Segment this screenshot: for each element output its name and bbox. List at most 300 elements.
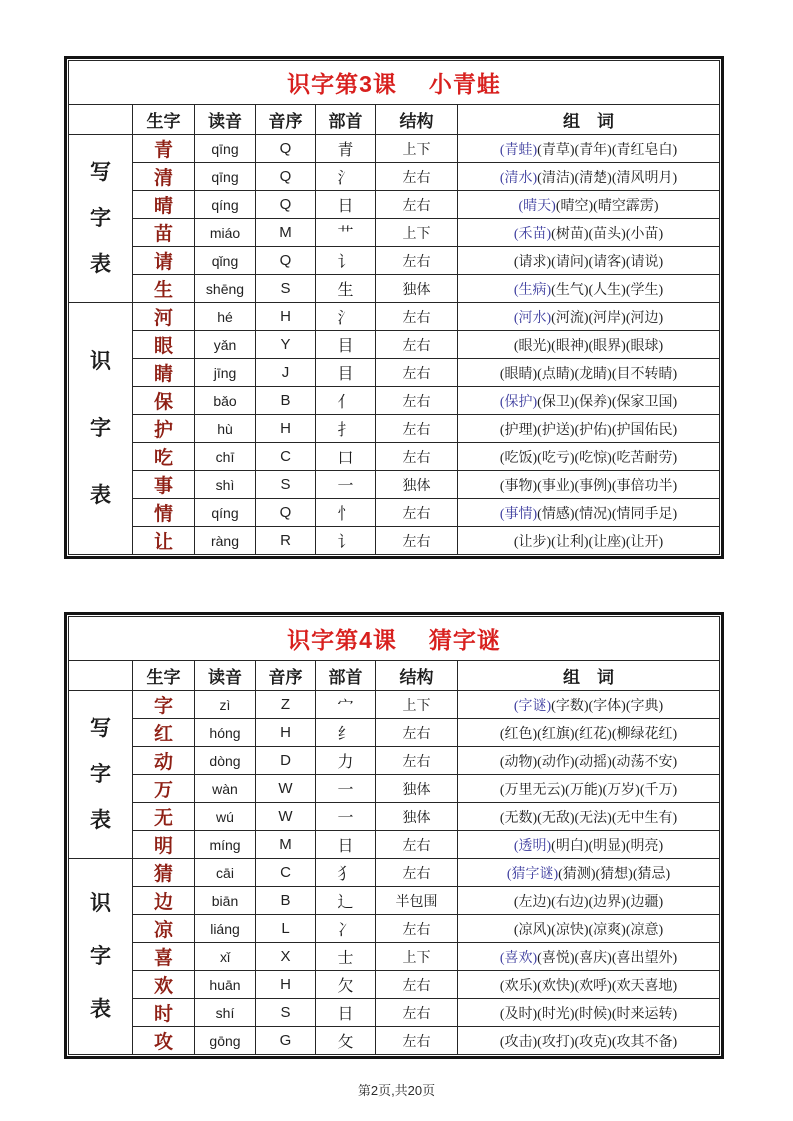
- word-group: (动摇): [574, 754, 612, 770]
- pinyin-cell: hóng: [195, 719, 256, 747]
- radical-cell: 力: [316, 747, 376, 775]
- word-group: (眼神): [551, 338, 589, 354]
- words-cell: [458, 803, 720, 831]
- words-cell: [458, 915, 720, 943]
- word-group: (凉快): [551, 922, 589, 938]
- word-group: (红色): [499, 726, 538, 742]
- pinyin-cell: xǐ: [195, 943, 256, 971]
- word-group: (攻克): [574, 1034, 612, 1050]
- word-group: (明白): [551, 838, 589, 854]
- radical-cell: 一: [316, 803, 376, 831]
- word-group: (请客): [588, 254, 626, 270]
- pinyin-cell: liáng: [195, 915, 256, 943]
- table-row: [69, 527, 720, 555]
- word-group: (眼界): [588, 338, 626, 354]
- words-cell: [458, 247, 720, 275]
- words-cell: [458, 527, 720, 555]
- pinyin-cell: qíng: [195, 499, 256, 527]
- word-group: (护佑): [574, 422, 612, 438]
- radical-cell: 亻: [316, 387, 376, 415]
- word-group: (吃亏): [537, 450, 575, 466]
- initial-cell: Y: [256, 331, 316, 359]
- table-body: [69, 617, 720, 1055]
- word-group: (青蛙): [499, 142, 538, 158]
- pinyin-cell: bǎo: [195, 387, 256, 415]
- pinyin-cell: qīng: [195, 163, 256, 191]
- section-label-char: 识: [90, 349, 111, 374]
- words-cell: [458, 831, 720, 859]
- word-group: (猜字谜): [506, 866, 559, 882]
- initial-cell: C: [256, 443, 316, 471]
- word-group: (透明): [513, 838, 552, 854]
- word-group: (时来运转): [611, 1006, 678, 1022]
- hanzi-cell: 苗: [133, 219, 195, 247]
- table-title-row: [69, 617, 720, 661]
- radical-cell: 辶: [316, 887, 376, 915]
- words-cell: [458, 191, 720, 219]
- title-topic-text: 猜字谜: [428, 627, 501, 653]
- word-group: (柳绿花红): [611, 726, 678, 742]
- hanzi-cell: 欢: [133, 971, 195, 999]
- structure-cell: 左右: [376, 719, 458, 747]
- word-group: (边界): [588, 894, 626, 910]
- pinyin-cell: qǐng: [195, 247, 256, 275]
- radical-cell: 冫: [316, 915, 376, 943]
- title-lesson-text: 识字第4课: [287, 627, 397, 653]
- radical-cell: 口: [316, 443, 376, 471]
- table-frame: [64, 56, 724, 559]
- pinyin-cell: zì: [195, 691, 256, 719]
- words-cell: [458, 943, 720, 971]
- label-column-header: [69, 105, 133, 135]
- word-group: (凉意): [625, 922, 664, 938]
- word-group: (请求): [513, 254, 552, 270]
- initial-cell: M: [256, 831, 316, 859]
- pinyin-cell: huān: [195, 971, 256, 999]
- column-header: 结构: [376, 105, 458, 135]
- radical-cell: 讠: [316, 527, 376, 555]
- word-group: (护送): [537, 422, 575, 438]
- structure-cell: 独体: [376, 775, 458, 803]
- words-cell: [458, 443, 720, 471]
- initial-cell: J: [256, 359, 316, 387]
- word-group: (青年): [574, 142, 612, 158]
- word-group: (点睛): [537, 366, 575, 382]
- word-group: (明亮): [625, 838, 664, 854]
- words-cell: [458, 1027, 720, 1055]
- initial-cell: B: [256, 387, 316, 415]
- word-group: (字典): [625, 698, 664, 714]
- label-column-header: [69, 661, 133, 691]
- word-group: (红旗): [537, 726, 575, 742]
- word-group: (请说): [625, 254, 664, 270]
- radical-cell: 一: [316, 471, 376, 499]
- word-group: (情感): [537, 506, 575, 522]
- hanzi-cell: 边: [133, 887, 195, 915]
- section-label-char: 字: [90, 944, 111, 968]
- section-label-char: 写: [90, 160, 111, 185]
- word-group: (吃饭): [499, 450, 538, 466]
- radical-cell: 忄: [316, 499, 376, 527]
- pinyin-cell: chī: [195, 443, 256, 471]
- words-cell: [458, 219, 720, 247]
- word-group: (猜测): [558, 866, 596, 882]
- word-group: (明显): [588, 838, 626, 854]
- words-cell: [458, 719, 720, 747]
- table-row: [69, 831, 720, 859]
- words-cell: [458, 303, 720, 331]
- word-group: (吃苦耐劳): [611, 450, 678, 466]
- table-row: [69, 499, 720, 527]
- word-group: (字体): [588, 698, 626, 714]
- word-group: (喜出望外): [611, 950, 678, 966]
- words-cell: [458, 415, 720, 443]
- radical-cell: 讠: [316, 247, 376, 275]
- table-row: [69, 387, 720, 415]
- column-header: 结构: [376, 661, 458, 691]
- word-group: (情同手足): [611, 506, 678, 522]
- word-group: (边疆): [625, 894, 664, 910]
- table-row: [69, 943, 720, 971]
- radical-cell: 宀: [316, 691, 376, 719]
- word-group: (生病): [513, 282, 552, 298]
- initial-cell: C: [256, 859, 316, 887]
- title-topic-text: 小青蛙: [428, 71, 501, 97]
- structure-cell: 独体: [376, 275, 458, 303]
- structure-cell: 左右: [376, 191, 458, 219]
- structure-cell: 左右: [376, 359, 458, 387]
- words-cell: [458, 331, 720, 359]
- hanzi-cell: 猜: [133, 859, 195, 887]
- word-group: (欢快): [537, 978, 575, 994]
- pinyin-cell: shēng: [195, 275, 256, 303]
- table-row: [69, 247, 720, 275]
- word-group: (无数): [499, 810, 538, 826]
- word-group: (千万): [639, 782, 678, 798]
- word-group: (右边): [551, 894, 589, 910]
- word-group: (喜悦): [537, 950, 575, 966]
- word-group: (事情): [499, 506, 538, 522]
- pinyin-cell: dòng: [195, 747, 256, 775]
- word-group: (无法): [574, 810, 612, 826]
- radical-cell: 氵: [316, 303, 376, 331]
- initial-cell: Q: [256, 135, 316, 163]
- pinyin-cell: hé: [195, 303, 256, 331]
- word-group: (万能): [565, 782, 603, 798]
- words-cell: [458, 499, 720, 527]
- initial-cell: L: [256, 915, 316, 943]
- table-row: [69, 999, 720, 1027]
- initial-cell: S: [256, 471, 316, 499]
- word-group: (情况): [574, 506, 612, 522]
- pinyin-cell: shì: [195, 471, 256, 499]
- word-group: (河水): [513, 310, 552, 326]
- pinyin-cell: qīng: [195, 135, 256, 163]
- structure-cell: 左右: [376, 999, 458, 1027]
- structure-cell: 左右: [376, 303, 458, 331]
- title-lesson-text: 识字第3课: [287, 71, 397, 97]
- words-cell: [458, 859, 720, 887]
- section-label: [69, 691, 133, 859]
- word-group: (河边): [625, 310, 664, 326]
- column-header: 生字: [133, 661, 195, 691]
- initial-cell: H: [256, 719, 316, 747]
- word-group: (事例): [574, 478, 612, 494]
- column-header: 组 词: [458, 661, 720, 691]
- words-cell: [458, 691, 720, 719]
- section-label-char: 写: [90, 716, 111, 741]
- initial-cell: W: [256, 775, 316, 803]
- initial-cell: S: [256, 999, 316, 1027]
- word-group: (苗头): [588, 226, 626, 242]
- table-frame: [64, 612, 724, 1059]
- radical-cell: 目: [316, 331, 376, 359]
- table-row: [69, 219, 720, 247]
- table-row: [69, 275, 720, 303]
- structure-cell: 左右: [376, 971, 458, 999]
- hanzi-cell: 时: [133, 999, 195, 1027]
- structure-cell: 左右: [376, 415, 458, 443]
- hanzi-cell: 无: [133, 803, 195, 831]
- structure-cell: 左右: [376, 1027, 458, 1055]
- pinyin-cell: biān: [195, 887, 256, 915]
- radical-cell: 青: [316, 135, 376, 163]
- initial-cell: H: [256, 971, 316, 999]
- section-label-stack: [69, 694, 132, 856]
- structure-cell: 独体: [376, 803, 458, 831]
- structure-cell: 上下: [376, 691, 458, 719]
- words-cell: [458, 775, 720, 803]
- section-label-char: 表: [90, 251, 111, 276]
- table-row: [69, 1027, 720, 1055]
- pinyin-cell: qíng: [195, 191, 256, 219]
- hanzi-cell: 事: [133, 471, 195, 499]
- table-row: [69, 415, 720, 443]
- words-cell: [458, 471, 720, 499]
- word-group: (学生): [625, 282, 664, 298]
- word-group: (眼光): [513, 338, 552, 354]
- word-group: (河岸): [588, 310, 626, 326]
- word-group: (攻击): [499, 1034, 538, 1050]
- column-header: 生字: [133, 105, 195, 135]
- hanzi-cell: 动: [133, 747, 195, 775]
- table-title-row: [69, 61, 720, 105]
- section-label: [69, 303, 133, 555]
- hanzi-cell: 保: [133, 387, 195, 415]
- word-group: (欢天喜地): [611, 978, 678, 994]
- hanzi-cell: 眼: [133, 331, 195, 359]
- column-header: 组 词: [458, 105, 720, 135]
- word-group: (及时): [499, 1006, 538, 1022]
- word-group: (眼球): [625, 338, 664, 354]
- table-body: [69, 61, 720, 555]
- word-group: (树苗): [551, 226, 589, 242]
- word-group: (让利): [551, 534, 589, 550]
- radical-cell: 欠: [316, 971, 376, 999]
- initial-cell: D: [256, 747, 316, 775]
- word-group: (时候): [574, 1006, 612, 1022]
- word-group: (万岁): [602, 782, 640, 798]
- word-group: (目不转睛): [611, 366, 678, 382]
- hanzi-cell: 红: [133, 719, 195, 747]
- table-title: [69, 617, 720, 661]
- word-group: (人生): [588, 282, 626, 298]
- section-label-stack: [69, 138, 132, 300]
- structure-cell: 左右: [376, 163, 458, 191]
- initial-cell: Q: [256, 499, 316, 527]
- initial-cell: Z: [256, 691, 316, 719]
- column-header: 部首: [316, 105, 376, 135]
- section-label-stack: [69, 306, 132, 552]
- word-group: (无中生有): [611, 810, 678, 826]
- table-row: [69, 775, 720, 803]
- structure-cell: 左右: [376, 915, 458, 943]
- hanzi-cell: 明: [133, 831, 195, 859]
- structure-cell: 独体: [376, 471, 458, 499]
- radical-cell: 目: [316, 359, 376, 387]
- word-group: (动物): [499, 754, 538, 770]
- pinyin-cell: shí: [195, 999, 256, 1027]
- section-label: [69, 135, 133, 303]
- words-cell: [458, 747, 720, 775]
- initial-cell: G: [256, 1027, 316, 1055]
- radical-cell: 纟: [316, 719, 376, 747]
- word-group: (清楚): [574, 170, 612, 186]
- word-group: (保家卫国): [611, 394, 678, 410]
- table-row: [69, 303, 720, 331]
- section-label-char: 表: [90, 482, 111, 507]
- hanzi-cell: 字: [133, 691, 195, 719]
- table-row: [69, 443, 720, 471]
- word-group: (生气): [551, 282, 589, 298]
- word-group: (青草): [537, 142, 575, 158]
- word-group: (保护): [499, 394, 538, 410]
- words-cell: [458, 163, 720, 191]
- hanzi-cell: 喜: [133, 943, 195, 971]
- structure-cell: 上下: [376, 135, 458, 163]
- word-group: (动荡不安): [611, 754, 678, 770]
- word-group: (凉风): [513, 922, 552, 938]
- page-number: 第2页,共20页: [357, 1083, 436, 1098]
- words-cell: [458, 387, 720, 415]
- worksheet-table: [68, 616, 720, 1055]
- table-title: [69, 61, 720, 105]
- worksheet-table: [68, 60, 720, 555]
- word-group: (猜忌): [632, 866, 671, 882]
- pinyin-cell: cāi: [195, 859, 256, 887]
- pinyin-cell: miáo: [195, 219, 256, 247]
- structure-cell: 左右: [376, 331, 458, 359]
- word-group: (红花): [574, 726, 612, 742]
- word-group: (欢乐): [499, 978, 538, 994]
- word-group: (小苗): [625, 226, 664, 242]
- word-group: (晴空): [555, 198, 594, 214]
- structure-cell: 左右: [376, 387, 458, 415]
- words-cell: [458, 887, 720, 915]
- word-group: (眼睛): [499, 366, 538, 382]
- pinyin-cell: hù: [195, 415, 256, 443]
- word-group: (无敌): [537, 810, 575, 826]
- pinyin-cell: yǎn: [195, 331, 256, 359]
- word-group: (喜欢): [499, 950, 538, 966]
- table-row: [69, 971, 720, 999]
- structure-cell: 上下: [376, 219, 458, 247]
- word-group: (动作): [537, 754, 575, 770]
- table-row: [69, 887, 720, 915]
- initial-cell: W: [256, 803, 316, 831]
- table-row: [69, 803, 720, 831]
- initial-cell: S: [256, 275, 316, 303]
- pinyin-cell: wú: [195, 803, 256, 831]
- structure-cell: 左右: [376, 527, 458, 555]
- structure-cell: 左右: [376, 859, 458, 887]
- table-row: [69, 915, 720, 943]
- table-row: [69, 163, 720, 191]
- hanzi-cell: 请: [133, 247, 195, 275]
- structure-cell: 左右: [376, 247, 458, 275]
- initial-cell: Q: [256, 191, 316, 219]
- radical-cell: 生: [316, 275, 376, 303]
- word-group: (欢呼): [574, 978, 612, 994]
- radical-cell: 攵: [316, 1027, 376, 1055]
- words-cell: [458, 971, 720, 999]
- table-row: [69, 359, 720, 387]
- word-group: (字数): [551, 698, 589, 714]
- section-label-char: 表: [90, 996, 111, 1021]
- word-group: (护国佑民): [611, 422, 678, 438]
- word-group: (龙睛): [574, 366, 612, 382]
- word-group: (猜想): [595, 866, 633, 882]
- section-label-stack: [69, 862, 132, 1052]
- hanzi-cell: 生: [133, 275, 195, 303]
- hanzi-cell: 万: [133, 775, 195, 803]
- radical-cell: 艹: [316, 219, 376, 247]
- radical-cell: 犭: [316, 859, 376, 887]
- word-group: (左边): [513, 894, 552, 910]
- section-label-char: 识: [90, 891, 111, 916]
- word-group: (攻其不备): [611, 1034, 678, 1050]
- hanzi-cell: 青: [133, 135, 195, 163]
- word-group: (晴天): [518, 198, 556, 214]
- column-header: 音序: [256, 661, 316, 691]
- word-group: (保养): [574, 394, 612, 410]
- hanzi-cell: 清: [133, 163, 195, 191]
- table-row: [69, 719, 720, 747]
- initial-cell: M: [256, 219, 316, 247]
- section-label-char: 表: [90, 807, 111, 832]
- structure-cell: 左右: [376, 443, 458, 471]
- hanzi-cell: 护: [133, 415, 195, 443]
- initial-cell: B: [256, 887, 316, 915]
- word-group: (青红皂白): [611, 142, 678, 158]
- word-group: (万里无云): [499, 782, 566, 798]
- word-group: (事物): [499, 478, 538, 494]
- words-cell: [458, 135, 720, 163]
- word-group: (晴空霹雳): [593, 198, 659, 214]
- column-header-row: [69, 105, 720, 135]
- pinyin-cell: míng: [195, 831, 256, 859]
- radical-cell: 日: [316, 831, 376, 859]
- pinyin-cell: ràng: [195, 527, 256, 555]
- word-group: (凉爽): [588, 922, 626, 938]
- table-row: [69, 331, 720, 359]
- initial-cell: Q: [256, 247, 316, 275]
- column-header: 部首: [316, 661, 376, 691]
- hanzi-cell: 睛: [133, 359, 195, 387]
- structure-cell: 左右: [376, 499, 458, 527]
- initial-cell: X: [256, 943, 316, 971]
- radical-cell: 氵: [316, 163, 376, 191]
